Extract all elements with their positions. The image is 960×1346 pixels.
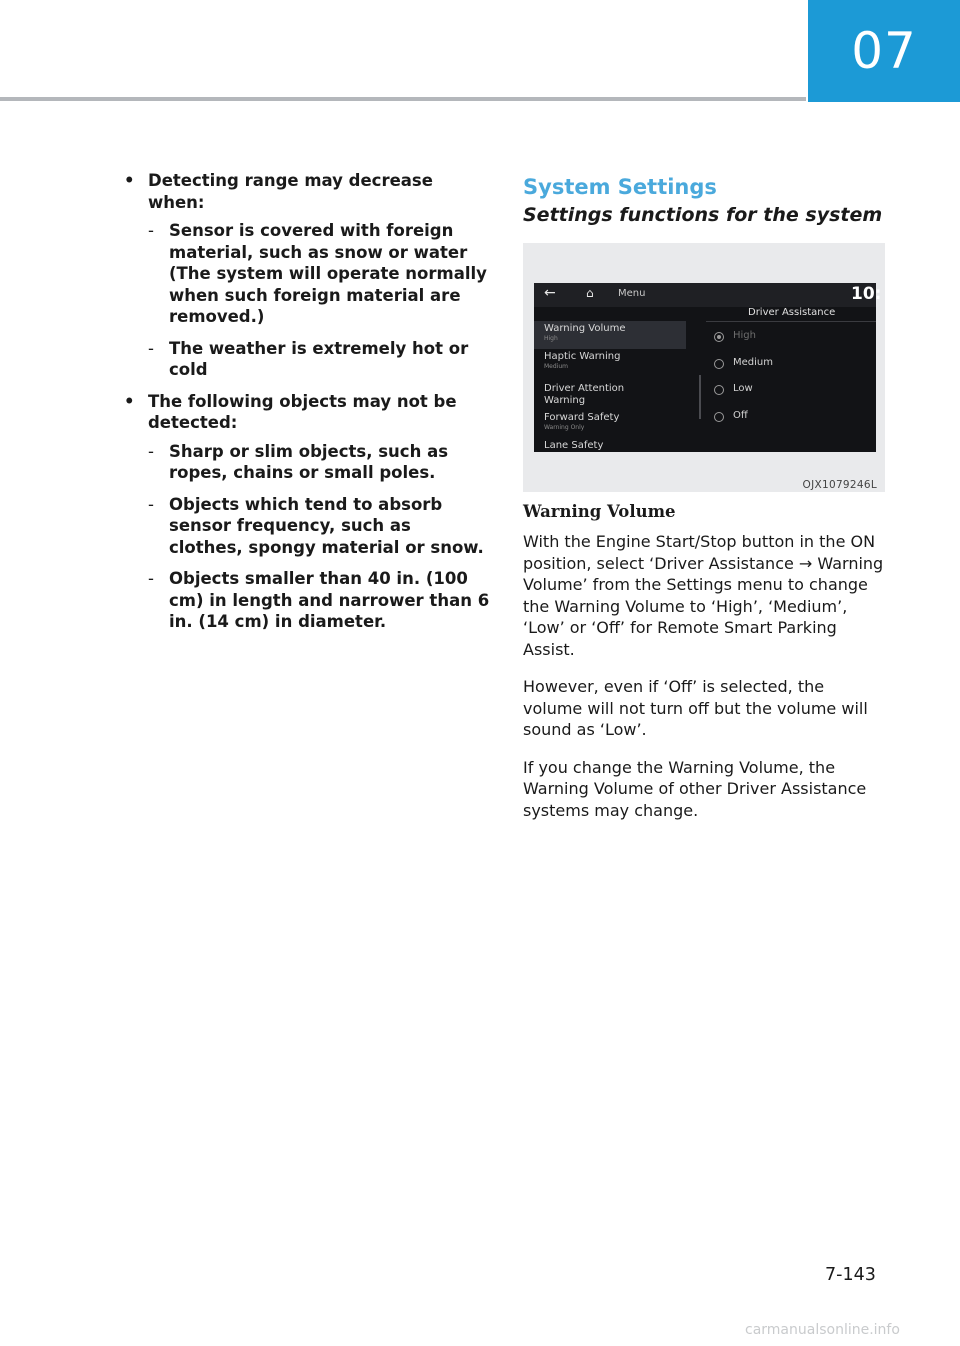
radio-icon	[714, 412, 724, 422]
bullet-text: Detecting range may decrease when:	[148, 171, 433, 212]
page-number: 7-143	[825, 1265, 876, 1285]
bullet-item	[110, 391, 490, 633]
list-item-driver-attention	[534, 377, 686, 410]
radio-icon	[714, 359, 724, 369]
settings-figure	[523, 243, 885, 492]
list-scrollbar	[699, 375, 701, 419]
chapter-tab	[808, 0, 960, 102]
option-label: Low	[733, 383, 753, 394]
sub-item	[148, 494, 490, 559]
list-item-title: Lane Safety	[544, 440, 604, 451]
panel-divider	[706, 321, 876, 322]
sub-item-text: Objects which tend to absorb sensor frequency, such as clothes, spongy material or snow.	[169, 494, 484, 557]
menu-label: Menu	[618, 288, 646, 299]
list-item-title: Forward Safety	[544, 412, 620, 423]
dash-marker: -	[148, 221, 154, 240]
bullet-item	[110, 170, 490, 381]
dash-marker: -	[148, 494, 154, 514]
bullet-dot: •	[124, 391, 135, 411]
list-item-lane-safety	[534, 438, 686, 466]
list-item-title: Haptic Warning	[544, 351, 621, 362]
dash-marker: -	[148, 441, 154, 461]
option-label: Medium	[733, 356, 773, 368]
paragraph: With the Engine Start/Stop button in the ON position, select ‘Driver Assistance → Warning Volume’ from the Settings menu to change the Warning Volume to ‘High’, ‘Medium’, ‘Low’ or ‘Off’ for Remote Smart Parking Assist.	[523, 532, 884, 659]
list-item-title: Driver Attention Warning	[544, 383, 625, 406]
clock-readout: 10:	[851, 284, 882, 304]
section-subtitle: Settings functions for the system	[523, 204, 883, 226]
paragraph: If you change the Warning Volume, the Warning Volume of other Driver Assistance systems may change.	[523, 757, 867, 820]
list-item-forward-safety	[534, 410, 686, 438]
sub-item	[148, 338, 490, 381]
sub-item-text: Sensor is covered with foreign material, such as snow or water (The system will operate normally when such foreign material are removed.)	[169, 221, 487, 326]
dash-marker: -	[148, 338, 154, 358]
sub-list	[148, 220, 490, 381]
option-label: Off	[733, 409, 748, 421]
chapter-number: 07	[851, 22, 917, 80]
list-item-warning-volume	[534, 321, 686, 349]
paragraph: However, even if ‘Off’ is selected, the volume will not turn off but the volume will sound as ‘Low’.	[523, 677, 868, 739]
list-item-title: Warning Volume	[544, 323, 626, 334]
list-item-value: High	[544, 335, 558, 342]
list-item-value: Warning Only	[544, 424, 585, 431]
bullet-dot: •	[124, 171, 135, 190]
figure-code: OJX1079246L	[802, 479, 877, 491]
bullet-text: The following objects may not be detected:	[148, 391, 457, 432]
panel-title: Driver Assistance	[748, 307, 836, 318]
header-rule	[0, 97, 806, 101]
option-label: High	[733, 330, 756, 341]
paragraph-heading: Warning Volume	[523, 502, 676, 521]
back-arrow-icon: ←	[544, 285, 556, 301]
sub-item	[148, 568, 490, 633]
sub-item-text: The weather is extremely hot or cold	[169, 338, 469, 379]
watermark: carmanualsonline.info	[745, 1322, 900, 1338]
home-icon: ⌂	[586, 286, 594, 300]
sub-item-text: Sharp or slim objects, such as ropes, chains or small poles.	[169, 441, 449, 482]
section-title: System Settings	[523, 175, 717, 199]
radio-checked-icon	[714, 332, 724, 342]
right-column	[523, 170, 887, 837]
settings-list	[534, 321, 686, 466]
sub-item	[148, 441, 490, 484]
sub-list	[148, 441, 490, 633]
dash-marker: -	[148, 569, 154, 588]
radio-icon	[714, 385, 724, 395]
left-column	[110, 170, 490, 643]
settings-screen	[534, 283, 882, 452]
list-item-value: Medium	[544, 363, 568, 370]
sub-item-text: Objects smaller than 40 in. (100 cm) in length and narrower than 6 in. (14 cm) in diameter.	[169, 569, 490, 631]
screen-topbar	[534, 283, 882, 307]
list-item-haptic-warning	[534, 349, 686, 377]
sub-item	[148, 220, 490, 328]
